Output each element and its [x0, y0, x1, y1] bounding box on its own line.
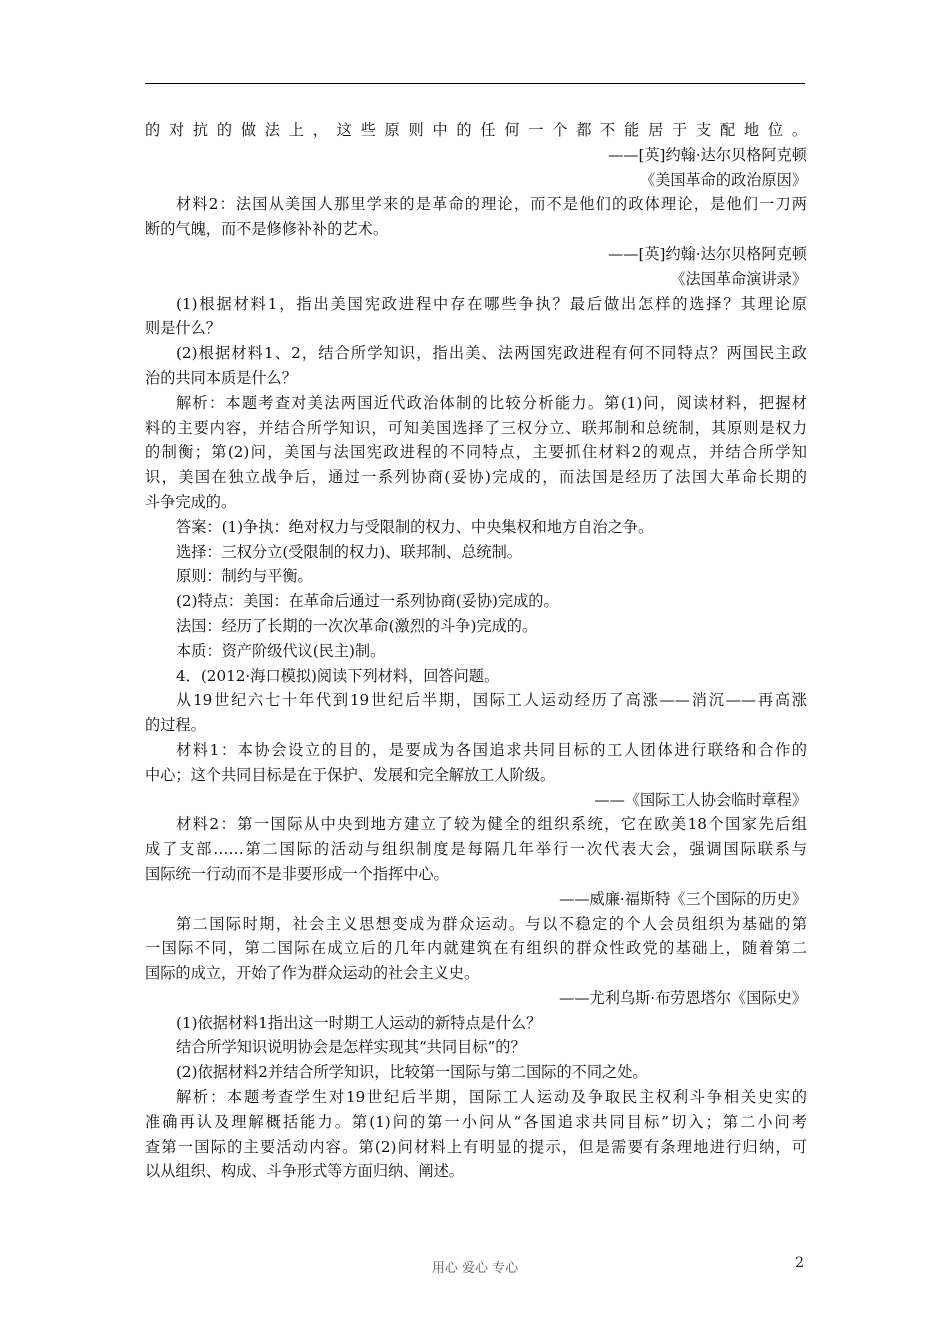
text-line: 成了支部……第二国际的活动与组织制度是每隔几年举行一次代表大会，强调国际联系与	[145, 840, 807, 859]
citation-line: 《美国革命的政治原因》	[639, 170, 807, 189]
question-line: (2)根据材料1、2，结合所学知识，指出美、法两国宪政进程有何不同特点？两国民主政	[176, 344, 807, 363]
page-number: 2	[795, 1255, 804, 1271]
text-line: 国际的成立，开始了作为群众运动的社会主义史。	[145, 964, 480, 983]
answer-line: 答案：(1)争执：绝对权力与受限制的权力、中央集权和地方自治之争。	[176, 517, 654, 536]
citation-line: 《法国革命演讲录》	[670, 269, 807, 288]
question-heading: 4．(2012·海口模拟)阅读下列材料，回答问题。	[176, 666, 500, 685]
answer-line: 原则：制约与平衡。	[176, 567, 313, 586]
analysis-line: 以从组织、构成、斗争形式等方面归纳、阐述。	[145, 1162, 464, 1181]
header-rule	[145, 83, 805, 84]
analysis-line: 准确再认及理解概括能力。第(1)问的第一小问从“各国追求共同目标”切入；第二小问考	[145, 1112, 807, 1131]
question-line: (1)根据材料1，指出美国宪政进程中存在哪些争执？最后做出怎样的选择？其理论原	[176, 294, 807, 313]
citation-line: ——威廉·福斯特《三个国际的历史》	[559, 889, 807, 908]
answer-line: 法国：经历了长期的一次次革命(激烈的斗争)完成的。	[176, 616, 538, 635]
question-line: 结合所学知识说明协会是怎样实现其“共同目标”的？	[176, 1038, 526, 1057]
question-line: (1)依据材料1指出这一时期工人运动的新特点是什么？	[176, 1013, 542, 1032]
question-line: 治的共同本质是什么？	[145, 368, 297, 387]
citation-line: ——[英]约翰·达尔贝格阿克顿	[608, 244, 807, 263]
answer-line: 本质：资产阶级代议(民主)制。	[176, 641, 386, 660]
analysis-line: 斗争完成的。	[145, 492, 237, 511]
text-line: 从19世纪六七十年代到19世纪后半期，国际工人运动经历了高涨——消沉——再高涨	[176, 691, 807, 710]
text-line: 断的气魄，而不是修修补补的艺术。	[145, 220, 388, 239]
citation-line: ——[英]约翰·达尔贝格阿克顿	[608, 145, 807, 164]
text-line: 材料1：本协会设立的目的，是要成为各国追求共同目标的工人团体进行联络和合作的	[176, 740, 807, 759]
text-line: 一国际不同，第二国际在成立后的几年内就建筑在有组织的群众性政党的基础上，随着第二	[145, 939, 807, 958]
footer-motto: 用心 爱心 专心	[431, 1261, 519, 1276]
text-line: 材料2：第一国际从中央到地方建立了较为健全的组织系统，它在欧美18个国家先后组	[176, 815, 807, 834]
analysis-line: 识，美国在独立战争后，通过一系列协商(妥协)完成的，而法国是经历了法国大革命长期的	[145, 468, 807, 487]
text-line: 第二国际时期，社会主义思想变成为群众运动。与以不稳定的个人会员组织为基础的第	[176, 914, 807, 933]
document-body	[145, 118, 807, 1184]
text-line: 中心；这个共同目标是在于保护、发展和完全解放工人阶级。	[145, 765, 556, 784]
analysis-line: 解析：本题考查对美法两国近代政治体制的比较分析能力。第(1)问，阅读材料，把握材	[176, 393, 807, 412]
answer-line: 选择：三权分立(受限制的权力)、联邦制、总统制。	[176, 542, 522, 561]
citation-line: ——尤利乌斯·布劳恩塔尔《国际史》	[559, 988, 807, 1007]
text-line: 的对抗的做法上，这些原则中的任何一个都不能居于支配地位。	[145, 121, 807, 139]
question-line: (2)依据材料2并结合所学知识，比较第一国际与第二国际的不同之处。	[176, 1063, 648, 1082]
analysis-line: 解析：本题考查学生对19世纪后半期，国际工人运动及争取民主权利斗争相关史实的	[176, 1088, 807, 1107]
text-line: 材料2：法国从美国人那里学来的是革命的理论，而不是他们的政体理论，是他们一刀两	[176, 195, 807, 214]
citation-line: ——《国际工人协会临时章程》	[594, 790, 807, 809]
text-line: 的过程。	[145, 716, 206, 735]
question-line: 则是什么？	[145, 319, 221, 338]
answer-line: (2)特点：美国：在革命后通过一系列协商(妥协)完成的。	[176, 592, 559, 611]
analysis-line: 查第一国际的主要活动内容。第(2)问材料上有明显的提示，但是需要有条理地进行归纳，可	[145, 1137, 807, 1156]
analysis-line: 料的主要内容，并结合所学知识，可知美国选择了三权分立、联邦制和总统制，其原则是权力	[145, 418, 807, 437]
text-line: 国际统一行动而不是非要形成一个指挥中心。	[145, 864, 449, 883]
analysis-line: 的制衡；第(2)问，美国与法国宪政进程的不同特点，主要抓住材料2的观点，并结合所学知	[145, 443, 807, 462]
